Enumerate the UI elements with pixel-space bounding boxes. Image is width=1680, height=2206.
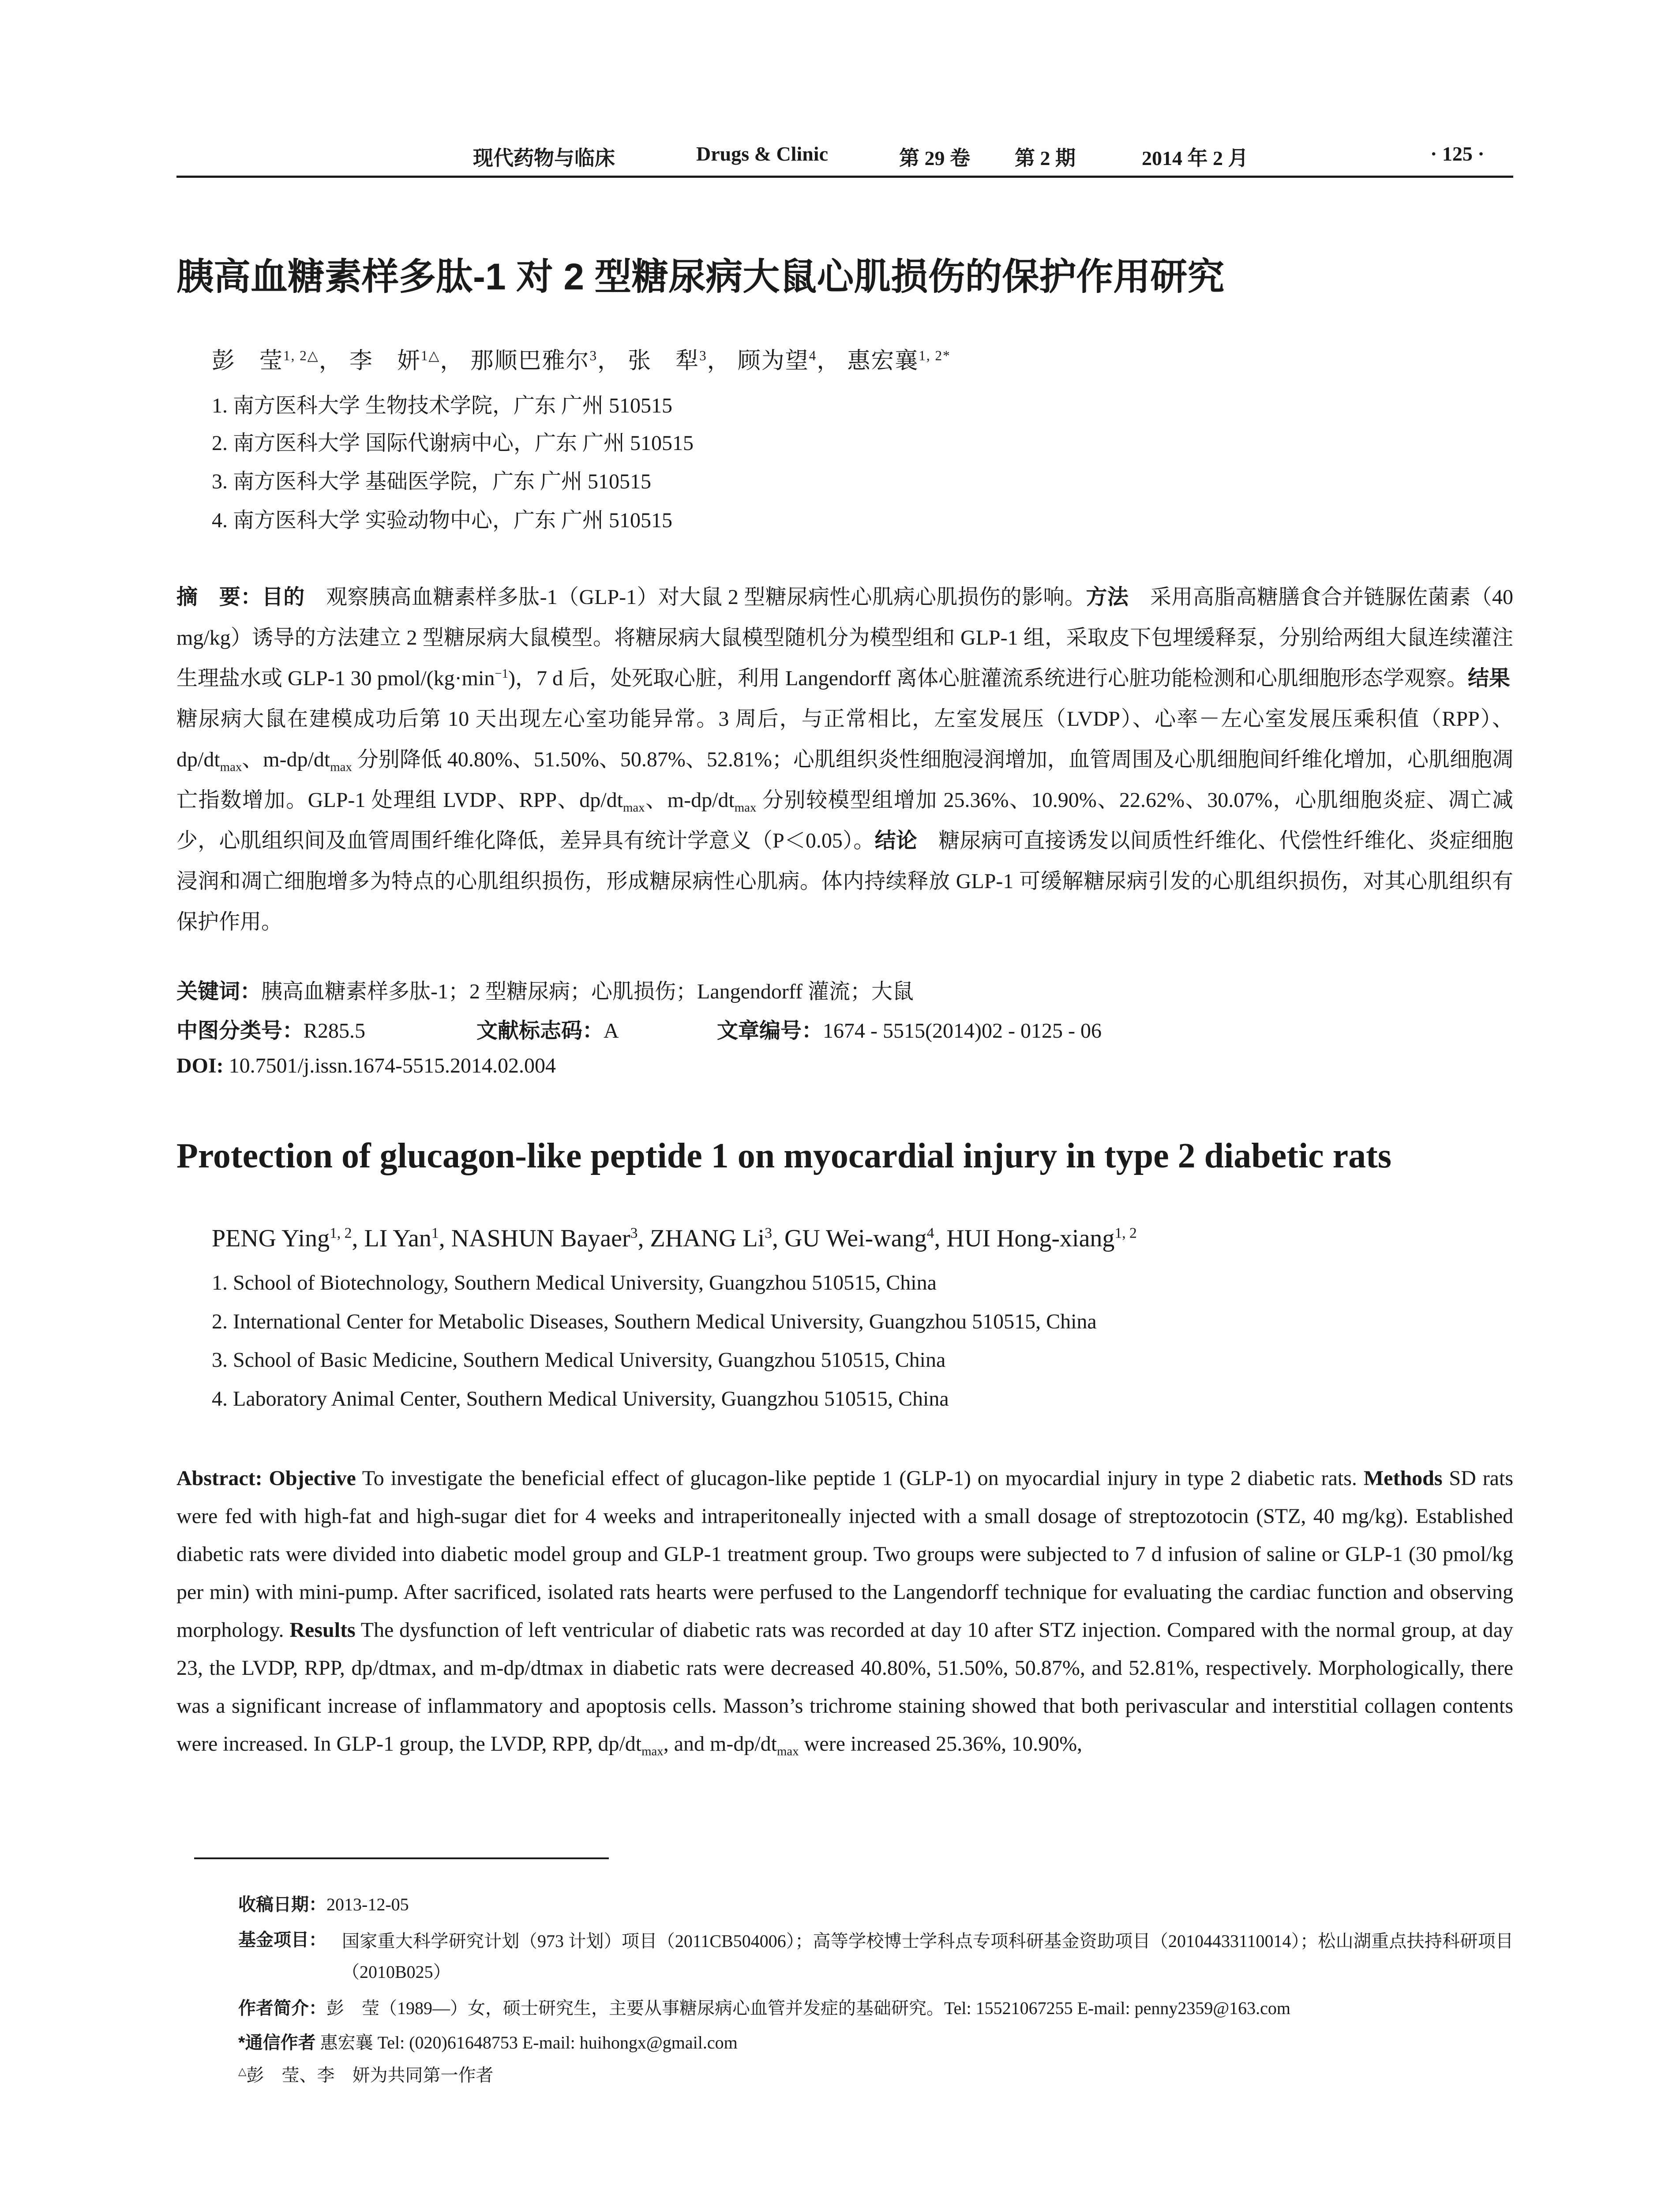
en-results-text: The dysfunction of left ventricular of diabetic rats was recorded at day 10 after STZ injection. Compared with the normal group, at day 23, the LVDP, RPP, dp/dtmax, and m-dp/dtmax in diabetic rats were decreased 40.80%, 51.50%, 50.87%, and 52.81%, respectively. Morphologically, there was a significant increase of inflammatory and apoptosis cells. Masson’s trichrome staining showed that both perivascular and interstitial collagen contents were increased. In GLP-1 group, the LVDP, RPP, dp/dt (176, 1618, 1514, 1756)
issue-date: 2014 年 2 月 (1142, 147, 1249, 169)
received-label: 收稿日期： (238, 1895, 326, 1914)
issue: 第 2 期 (1015, 147, 1076, 169)
cn-author-affil: 3 (589, 348, 598, 364)
journal-en-name: Drugs & Clinic (696, 143, 828, 165)
articleno-label: 文章编号： (717, 1019, 823, 1043)
cn-methods-tail: )，7 d 后，处死取心脏，利用 Langendorff 离体心脏灌流系统进行心脏功能检测和心肌细胞形态学观察。 (508, 667, 1468, 690)
fund-label-row (238, 1926, 326, 1951)
cn-author-list: 彭 莹$^{1, 2\triangle}$， 李 妍$^{1\triangle}$， 那顺巴雅尔$^3$， 张 犁$^3$， 顾为望$^4$， 惠宏襄$^{1, 2*}$ (212, 348, 951, 374)
cn-author-affil: 1, 2△ (283, 348, 319, 364)
en-affiliation: 1. School of Biotechnology, Southern Medical University, Guangzhou 510515, China (212, 1271, 937, 1294)
fund-label: 基金项目： (238, 1930, 326, 1950)
clc-value: R285.5 (304, 1019, 366, 1043)
cn-results-text: 、m-dp/dt (645, 788, 735, 812)
cn-author: 彭 莹 (212, 349, 284, 374)
cn-max-sub: max (220, 760, 242, 774)
doi-value: 10.7501/j.issn.1674-5515.2014.02.004 (223, 1054, 556, 1077)
doccode-value: A (604, 1019, 619, 1043)
en-author: NASHUN Bayaer (451, 1225, 630, 1252)
en-author: LI Yan (364, 1225, 431, 1252)
en-author: ZHANG Li (650, 1225, 765, 1252)
cn-affiliation: 2. 南方医科大学 国际代谢病中心，广东 广州 510515 (212, 431, 694, 455)
corresponding-label: *通信作者 (238, 2033, 316, 2052)
cn-conclusion-label: 结论 (874, 829, 918, 852)
received-value: 2013-12-05 (326, 1895, 409, 1914)
cn-classification (176, 1013, 365, 1044)
cn-results-label: 结果 (1467, 667, 1510, 690)
fund-text: 国家重大科学研究计划（973 计划）项目（2011CB504006）；高等学校博士学科点专项科研基金资助项目（20104433110014）；松山湖重点扶持科研项目（2010B025） (342, 1931, 1513, 1982)
cn-methods-text: 采用高脂高糖膳食合并链脲佐菌素（40 mg/kg）诱导的方法建立 2 型糖尿病大鼠模型。将糖尿病大鼠模型随机分为模型组和 GLP-1 组，采取皮下包埋缓释泵，分别给两组大鼠连续灌注生理盐水或 GLP-1 30 pmol/(kg·min (176, 585, 1513, 690)
articleno-value: 1674 - 5515(2014)02 - 0125 - 06 (823, 1019, 1102, 1043)
en-max-sub: max (777, 1744, 799, 1759)
doi (176, 1054, 556, 1078)
cn-max-sub: max (622, 800, 645, 815)
en-author: PENG Ying (212, 1225, 330, 1252)
en-author-affil: 3 (630, 1225, 638, 1242)
en-author-affil: 1 (431, 1225, 439, 1242)
en-abstract (176, 1459, 1513, 1763)
cn-affiliation: 3. 南方医科大学 基础医学院，广东 广州 510515 (212, 470, 652, 493)
doi-label: DOI: (176, 1054, 224, 1077)
cn-author: 顾为望 (737, 349, 809, 374)
cn-methods-label: 方法 (1086, 585, 1129, 609)
doccode-label: 文献标志码： (476, 1019, 604, 1043)
en-author-list: PENG Ying$^{1, 2}$, LI Yan$^1$, NASHUN Bayaer$^3$, ZHANG Li$^3$, GU Wei-wang$^4$, HUI Hong-xiang$^{1, 2}$ (212, 1225, 1137, 1252)
en-abstract-label: Abstract: Objective (176, 1467, 356, 1490)
en-objective-text: To investigate the beneficial effect of glucagon-like peptide 1 (GLP-1) on myocardial injury in type 2 diabetic rats. (356, 1467, 1364, 1490)
en-author: HUI Hong-xiang (946, 1225, 1115, 1252)
co-first-text: 彭 莹、李 妍为共同第一作者 (246, 2065, 494, 2085)
author-bio-text: 彭 莹（1989—）女，硕士研究生，主要从事糖尿病心血管并发症的基础研究。Tel: 15521067255 E-mail: penny2359@163.com (326, 1998, 1291, 2018)
cn-conclusion-text: 糖尿病可直接诱发以间质性纤维化、代偿性纤维化、炎症细胞浸润和凋亡细胞增多为特点的心肌组织损伤，形成糖尿病性心肌病。体内持续释放 GLP-1 可缓解糖尿病引发的心肌组织损伤，对其心肌组织有保护作用。 (176, 829, 1513, 934)
corresponding-text: 惠宏襄 Tel: (020)61648753 E-mail: huihongx@gmail.com (315, 2033, 738, 2052)
en-affiliation: 3. School of Basic Medicine, Southern Medical University, Guangzhou 510515, China (212, 1348, 946, 1372)
running-header (176, 142, 1513, 170)
page-number: · 125 · (1430, 143, 1485, 165)
cn-results-text: 分别较模型组增加 25.36%、10.90%、22.62%、30.07%，心肌细胞炎症、凋亡减少，心肌组织间及血管周围纤维化降低，差异具有统计学意义（P＜0.05）。 (176, 788, 1513, 852)
cn-title: 胰高血糖素样多肽-1 对 2 型糖尿病大鼠心肌损伤的保护作用研究 (176, 256, 1225, 297)
cn-author: 李 妍 (349, 349, 421, 374)
author-bio (238, 1994, 1290, 2019)
cn-results-text: 糖尿病大鼠在建模成功后第 10 天出现左心室功能异常。3 周后，与正常相比，左室发展压（LVDP）、心率－左心室发展压乘积值（RPP）、dp/dt (176, 667, 1532, 771)
cn-author: 那顺巴雅尔 (470, 349, 590, 374)
cn-author: 惠宏襄 (847, 349, 919, 374)
cn-objective-label: 目的 (262, 585, 305, 609)
en-author-affil: 1, 2 (1114, 1225, 1137, 1242)
en-results-label: Results (289, 1618, 356, 1642)
en-author: GU Wei-wang (784, 1225, 927, 1252)
corresponding-author (238, 2029, 738, 2054)
journal-cn-name: 现代药物与临床 (473, 147, 615, 169)
volume: 第 29 卷 (899, 147, 970, 169)
en-methods-label: Methods (1363, 1467, 1443, 1490)
en-max-sub: max (641, 1744, 664, 1759)
en-author-affil: 1, 2 (330, 1225, 352, 1242)
cn-articleno (717, 1013, 1102, 1044)
cn-max-sub: max (734, 800, 757, 815)
en-title: Protection of glucagon-like peptide 1 on myocardial injury in type 2 diabetic rats (176, 1137, 1391, 1175)
footnote-rule (194, 1857, 609, 1859)
en-author-affil: 4 (926, 1225, 934, 1242)
cn-methods-sup: −1 (495, 667, 508, 681)
en-affiliation: 4. Laboratory Animal Center, Southern Medical University, Guangzhou 510515, China (212, 1387, 949, 1411)
en-results-text: were increased 25.36%, 10.90%, (799, 1732, 1083, 1756)
cn-keywords (176, 974, 914, 1005)
en-author-affil: 3 (765, 1225, 772, 1242)
cn-max-sub: max (330, 760, 352, 774)
cn-abstract (176, 577, 1532, 942)
en-affiliation: 2. International Center for Metabolic Diseases, Southern Medical University, Guangzhou 510515, China (212, 1310, 1097, 1333)
clc-label: 中图分类号： (176, 1019, 304, 1043)
co-first-mark: △ (238, 2066, 247, 2078)
received-date (238, 1891, 409, 1916)
cn-affiliation: 4. 南方医科大学 实验动物中心，广东 广州 510515 (212, 509, 673, 532)
cn-author: 张 犁 (628, 349, 700, 374)
cn-author-affil: 4 (809, 348, 817, 364)
cn-author-affil: 1, 2* (919, 348, 951, 364)
cn-results-text: 、m-dp/dt (242, 748, 330, 771)
cn-results-text: 分别降低 40.80%、51.50%、50.87%、52.81%；心肌组织炎性细胞浸润增加，血管周围及心肌细胞间纤维化增加，心肌细胞凋亡指数增加。GLP-1 处理组 LVDP、RPP、dp/dt (176, 748, 1513, 812)
header-rule (176, 176, 1513, 178)
en-methods-text: SD rats were fed with high-fat and high-sugar diet for 4 weeks and intraperitoneally injected with a small dosage of streptozotocin (STZ, 40 mg/kg). Established diabetic rats were divided into diabetic model group and GLP-1 treatment group. Two groups were subjected to 7 d infusion of saline or GLP-1 (30 pmol/kg per min) with mini-pump. After sacrificed, isolated rats hearts were perfused to the Langendorff technique for evaluating the cardiac function and observing morphology. (176, 1467, 1513, 1642)
cn-keywords-text: 胰高血糖素样多肽-1；2 型糖尿病；心肌损伤；Langendorff 灌流；大鼠 (261, 980, 914, 1003)
cn-objective-text: 观察胰高血糖素样多肽-1（GLP-1）对大鼠 2 型糖尿病性心肌病心肌损伤的影响。 (304, 585, 1086, 609)
cn-doccode (476, 1013, 619, 1044)
author-bio-label: 作者简介： (238, 1999, 326, 2018)
cn-author-affil: 1△ (420, 348, 440, 364)
co-first-author-note (238, 2061, 493, 2086)
cn-author-affil: 3 (699, 348, 707, 364)
cn-abstract-label: 摘 要： (176, 585, 262, 609)
cn-keywords-label: 关键词： (176, 980, 262, 1003)
cn-affiliation: 1. 南方医科大学 生物技术学院，广东 广州 510515 (212, 394, 673, 417)
en-results-text: , and m-dp/dt (663, 1732, 777, 1756)
